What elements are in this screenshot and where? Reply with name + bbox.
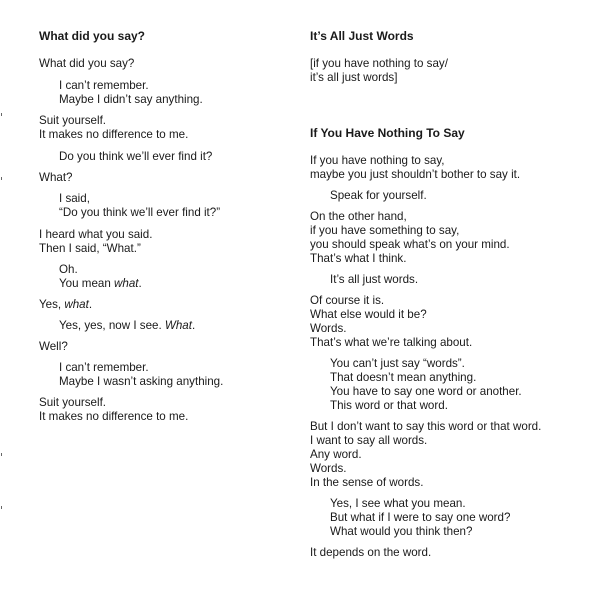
emphasized-text: What	[164, 319, 192, 332]
line-text: That doesn’t mean anything.	[330, 371, 477, 384]
line-text: I want to say all words.	[310, 434, 428, 447]
poem-line	[310, 308, 427, 322]
poem-title: What did you say?	[39, 29, 146, 43]
poem-line	[39, 128, 188, 142]
line-text: I can’t remember.	[59, 79, 149, 92]
poem-line	[330, 357, 465, 371]
line-text: Then I said, “What.”	[39, 242, 141, 255]
poem-line	[39, 242, 141, 256]
poem-line	[59, 192, 90, 206]
page-edge-mark	[1, 506, 2, 509]
line-text: But what if I were to say one word?	[330, 511, 511, 524]
line-text: But I don’t want to say this word or that word.	[310, 420, 542, 433]
poem-line	[59, 361, 149, 375]
line-text: Of course it is.	[310, 294, 385, 307]
line-text: maybe you just shouldn’t bother to say it.	[310, 168, 521, 181]
line-text: it’s all just words]	[310, 71, 398, 84]
line-text: Maybe I didn’t say anything.	[59, 93, 203, 106]
line-text: Suit yourself.	[39, 396, 107, 409]
line-text: Yes, I see what you mean.	[330, 497, 466, 510]
line-text: This word or that word.	[330, 399, 448, 412]
line-text: It makes no difference to me.	[39, 410, 189, 423]
poem-line	[39, 114, 106, 128]
line-text: Yes, yes, now I see.	[59, 319, 165, 332]
line-text: Oh.	[59, 263, 78, 276]
line-text: That’s what I think.	[310, 252, 407, 265]
poem-line	[39, 340, 68, 354]
page-edge-mark	[1, 453, 2, 456]
poem-line	[330, 511, 510, 525]
line-text: .	[191, 319, 196, 332]
poem-line	[59, 263, 78, 277]
poem-line	[310, 71, 397, 85]
line-text: .	[138, 277, 142, 290]
emphasized-text: what	[64, 298, 89, 311]
line-text: Do you think we’ll ever find it?	[59, 150, 213, 163]
poem-line	[59, 277, 142, 291]
poem-line	[39, 410, 188, 424]
line-text: Well?	[39, 340, 68, 353]
poem-line	[39, 171, 73, 185]
poem-line	[330, 525, 472, 539]
line-text: I said,	[59, 192, 90, 205]
line-text: What else would it be?	[310, 308, 427, 321]
line-text: If you have nothing to say,	[310, 154, 445, 167]
line-text: you should speak what’s on your mind.	[310, 238, 510, 251]
line-text: It’s all just words.	[330, 273, 419, 286]
poem-line	[310, 546, 431, 560]
poem-line	[310, 154, 445, 168]
poem-line	[310, 168, 520, 182]
poem-line	[330, 399, 448, 413]
line-text: What did you say?	[39, 57, 135, 70]
section-title: It’s All Just Words	[310, 29, 414, 43]
line-text: if you have something to say,	[310, 224, 460, 237]
line-text: On the other hand,	[310, 210, 407, 223]
poem-line	[39, 228, 152, 242]
poem-line	[39, 396, 106, 410]
poem-line	[59, 206, 220, 220]
poem-line	[310, 224, 459, 238]
poem-line	[59, 93, 203, 107]
poem-line	[330, 273, 418, 287]
line-text: It depends on the word.	[310, 546, 432, 559]
line-text: Yes,	[39, 298, 65, 311]
line-text: What?	[39, 171, 73, 184]
poem-line	[310, 252, 406, 266]
page-edge-mark	[1, 177, 2, 180]
line-text: Speak for yourself.	[330, 189, 427, 202]
poem-line	[59, 79, 149, 93]
line-text: I heard what you said.	[39, 228, 153, 241]
poem-line	[310, 448, 362, 462]
line-text: You mean	[59, 277, 115, 290]
poem-line	[310, 210, 407, 224]
line-text: Words.	[310, 462, 347, 475]
poem-line	[310, 462, 347, 476]
section-title: If You Have Nothing To Say	[310, 126, 465, 140]
line-text: What would you think then?	[330, 525, 473, 538]
poem-line	[310, 420, 541, 434]
line-text: .	[88, 298, 93, 311]
poem-line	[310, 322, 347, 336]
line-text: I can’t remember.	[59, 361, 149, 374]
poem-line	[330, 497, 466, 511]
poem-line	[330, 385, 522, 399]
line-text: You have to say one word or another.	[330, 385, 522, 398]
poem-line	[59, 150, 212, 164]
poem-line	[59, 319, 195, 333]
poem-line	[330, 189, 427, 203]
line-text: You can’t just say “words”.	[330, 357, 465, 370]
page-edge-mark	[1, 113, 2, 116]
line-text: Maybe I wasn’t asking anything.	[59, 375, 224, 388]
line-text: Words.	[310, 322, 347, 335]
poem-line	[59, 375, 223, 389]
line-text: It makes no difference to me.	[39, 128, 189, 141]
line-text: “Do you think we’ll ever find it?”	[59, 206, 221, 219]
poem-line	[310, 476, 423, 490]
poem-line	[39, 57, 134, 71]
poem-line	[310, 434, 427, 448]
poem-line	[39, 298, 92, 312]
line-text: Suit yourself.	[39, 114, 107, 127]
poem-line	[330, 371, 476, 385]
poem-line	[310, 57, 448, 71]
line-text: [if you have nothing to say/	[310, 57, 448, 70]
emphasized-text: what	[114, 277, 139, 290]
line-text: In the sense of words.	[310, 476, 424, 489]
poem-line	[310, 336, 472, 350]
line-text: That’s what we’re talking about.	[310, 336, 473, 349]
poem-line	[310, 294, 384, 308]
line-text: Any word.	[310, 448, 362, 461]
poem-line	[310, 238, 510, 252]
